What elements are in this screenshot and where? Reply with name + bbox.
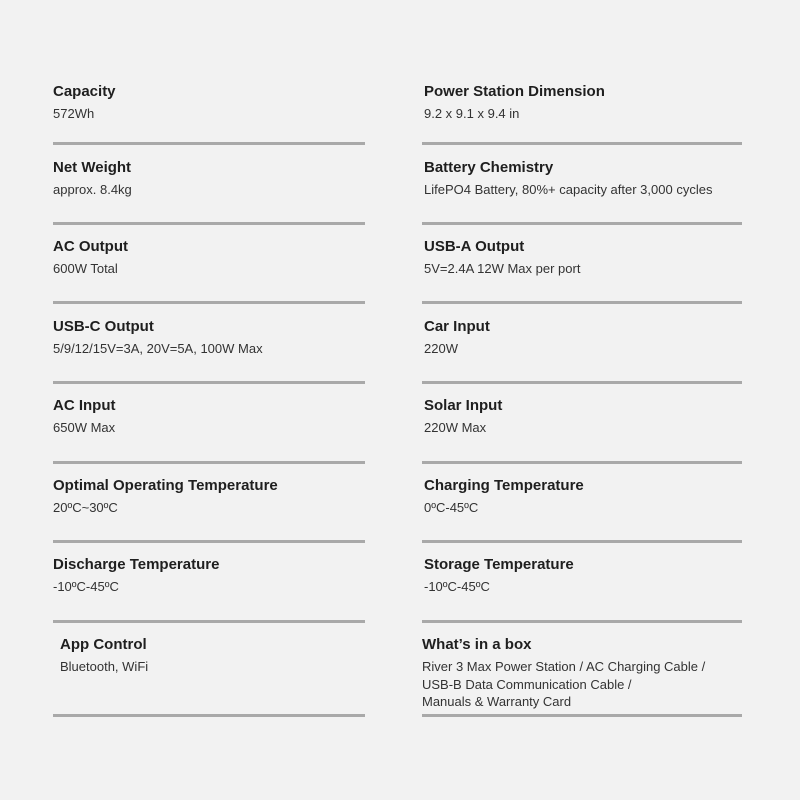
spec-value-line: Manuals & Warranty Card [422, 694, 572, 709]
spec-capacity [53, 82, 383, 123]
spec-label: App Control [60, 636, 147, 653]
divider [53, 620, 365, 623]
spec-app-control [60, 635, 390, 676]
spec-net-weight [53, 158, 383, 199]
divider [53, 461, 365, 464]
spec-label: USB-C Output [53, 318, 154, 335]
spec-label: Battery Chemistry [424, 159, 554, 176]
spec-label: Charging Temperature [424, 477, 584, 494]
spec-ac-output [53, 237, 383, 278]
spec-ac-input [53, 396, 383, 437]
divider [53, 142, 365, 145]
spec-label: Capacity [53, 83, 116, 100]
divider [53, 540, 365, 543]
spec-solar-input [424, 396, 754, 437]
spec-value: 0ºC-45ºC [424, 500, 479, 515]
spec-usb-a-output [424, 237, 754, 278]
spec-value: 572Wh [53, 106, 95, 121]
spec-label: Net Weight [53, 159, 132, 176]
divider [53, 714, 365, 717]
spec-value-line: River 3 Max Power Station / AC Charging Cable / [422, 659, 706, 674]
spec-value: 9.2 x 9.1 x 9.4 in [424, 106, 520, 121]
spec-value-line: USB-B Data Communication Cable / [422, 676, 632, 692]
spec-label: Discharge Temperature [53, 556, 220, 573]
divider [422, 620, 742, 623]
divider [53, 222, 365, 225]
spec-value: 650W Max [53, 420, 116, 435]
spec-value [422, 658, 782, 711]
spec-power-station-dimension [424, 82, 754, 123]
divider [422, 381, 742, 384]
divider [422, 461, 742, 464]
spec-value: -10ºC-45ºC [53, 579, 119, 594]
divider [53, 381, 365, 384]
spec-label: Optimal Operating Temperature [53, 477, 278, 494]
spec-discharge-temperature [53, 555, 383, 596]
divider [422, 142, 742, 145]
spec-battery-chemistry [424, 158, 784, 199]
spec-usb-c-output [53, 317, 383, 358]
spec-label: What’s in a box [422, 636, 532, 653]
spec-label: USB-A Output [424, 238, 525, 255]
divider [422, 301, 742, 304]
spec-value: 20ºC~30ºC [53, 500, 118, 515]
spec-charging-temperature [424, 476, 754, 517]
spec-optimal-operating-temperature [53, 476, 383, 517]
spec-value: 5/9/12/15V=3A, 20V=5A, 100W Max [53, 341, 263, 356]
spec-value: 5V=2.4A 12W Max per port [424, 261, 581, 276]
spec-value: 220W [424, 341, 458, 356]
spec-value: approx. 8.4kg [53, 182, 132, 197]
spec-value: 600W Total [53, 261, 118, 276]
spec-label: Car Input [424, 318, 490, 335]
spec-storage-temperature [424, 555, 754, 596]
spec-whats-in-a-box [422, 635, 782, 711]
divider [422, 222, 742, 225]
spec-value: 220W Max [424, 420, 487, 435]
spec-label: Storage Temperature [424, 556, 574, 573]
spec-value: Bluetooth, WiFi [60, 659, 149, 674]
spec-label: Solar Input [424, 397, 503, 414]
spec-label: AC Output [53, 238, 128, 255]
spec-label: Power Station Dimension [424, 83, 605, 100]
divider [53, 301, 365, 304]
spec-value: -10ºC-45ºC [424, 579, 490, 594]
divider [422, 714, 742, 717]
spec-car-input [424, 317, 754, 358]
spec-label: AC Input [53, 397, 116, 414]
divider [422, 540, 742, 543]
spec-value: LifePO4 Battery, 80%+ capacity after 3,000 cycles [424, 182, 713, 197]
